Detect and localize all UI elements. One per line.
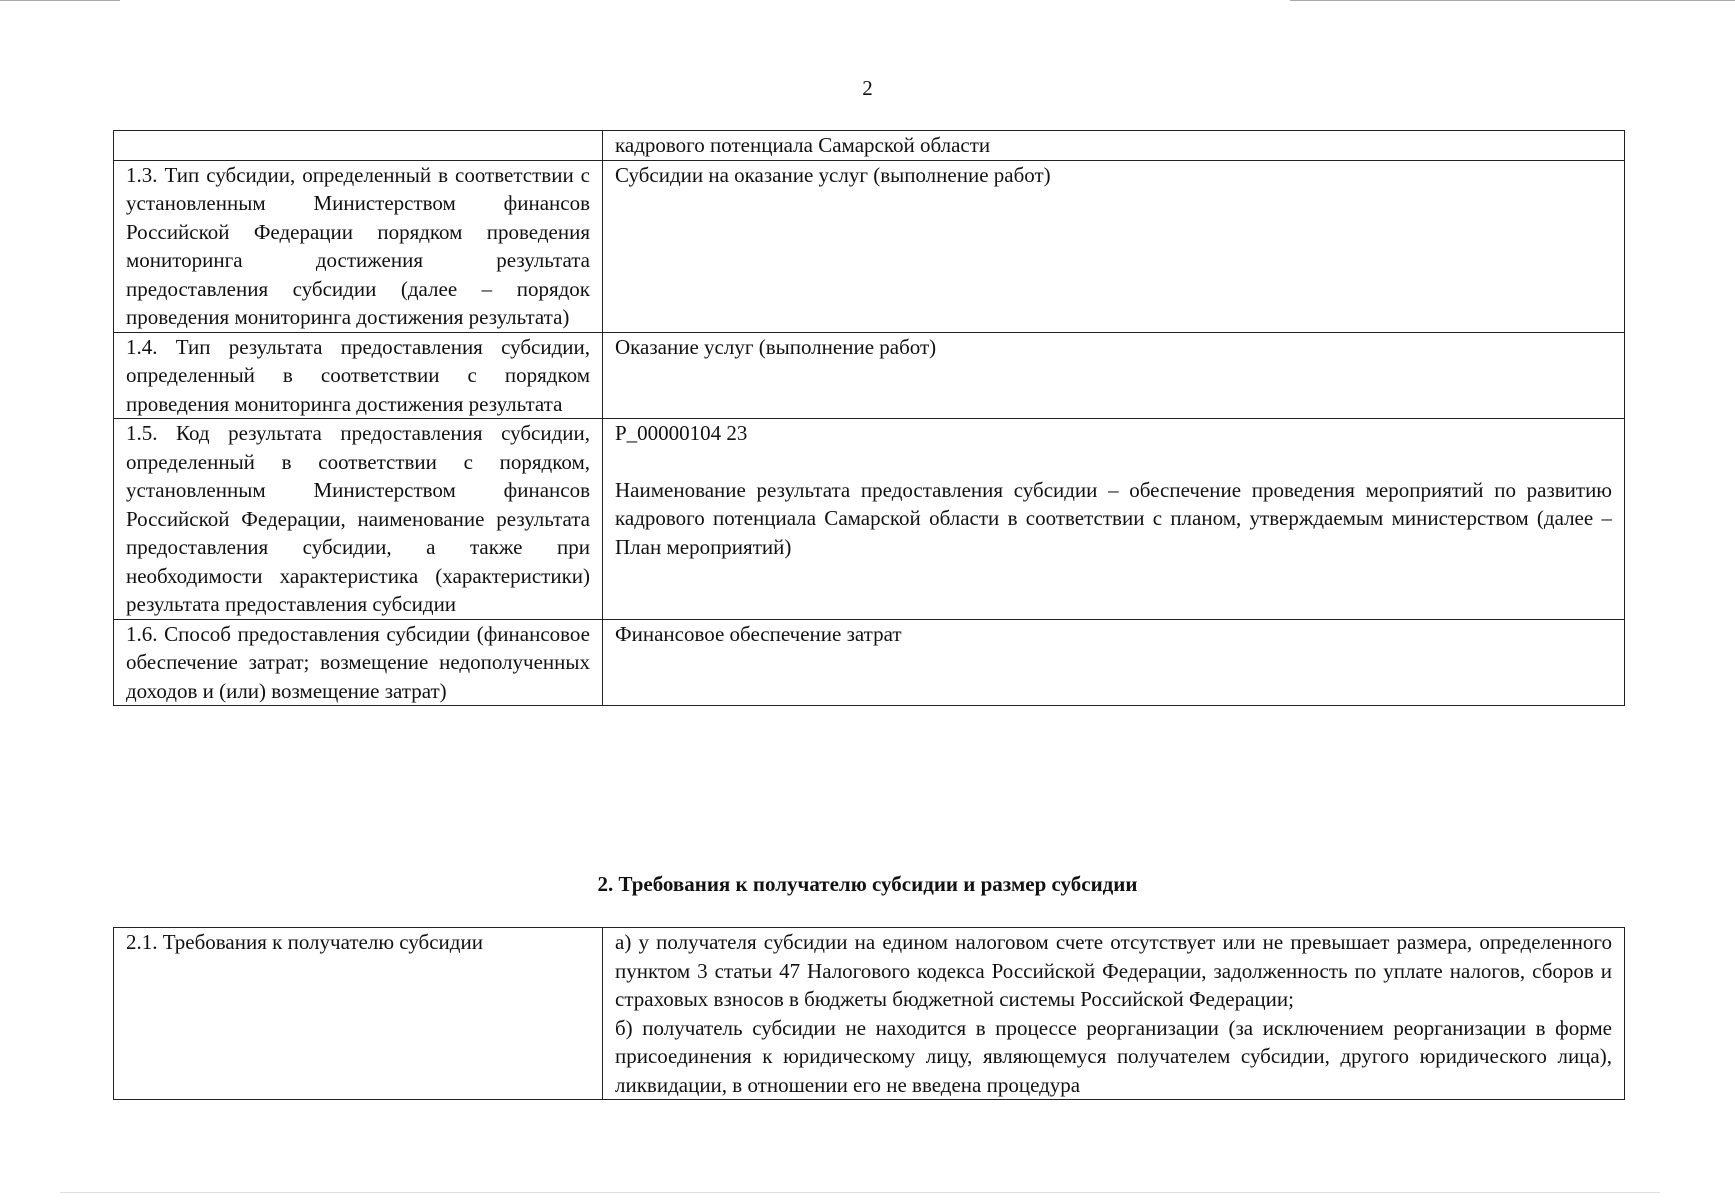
table-cell-left: 1.4. Тип результата предоставления субсидии, определенный в соответствии с порядком проведения мониторинга достижения результата <box>114 332 603 419</box>
table-row <box>114 928 1625 1100</box>
result-name: Наименование результата предоставления субсидии – обеспечение проведения мероприятий по развитию кадрового потенциала Самарской области в соответствии с планом, утверждаемым министерством (далее – План мероприятий) <box>615 477 1612 559</box>
table-cell-left: 2.1. Требования к получателю субсидии <box>114 928 603 1100</box>
table-row <box>114 131 1625 161</box>
requirements-table <box>113 927 1625 1100</box>
table-cell-right: Финансовое обеспечение затрат <box>603 619 1625 706</box>
table-row <box>114 332 1625 419</box>
scan-artifact <box>60 1192 1660 1193</box>
result-code: P_00000104 23 <box>615 421 748 445</box>
requirement-b: б) получатель субсидии не находится в процессе реорганизации (за исключением реорганизации в форме присоединения к юридическому лицу, являющемуся получателем субсидии, другого юридического лица), ликвидации, в отношении его не введена процедура <box>615 1015 1612 1097</box>
scan-artifact <box>1290 0 1735 1</box>
table-row <box>114 619 1625 706</box>
subsidy-info-table <box>113 130 1625 706</box>
section-heading: 2. Требования к получателю субсидии и размер субсидии <box>597 872 1138 896</box>
table-row <box>114 419 1625 620</box>
table-cell-left: 1.5. Код результата предоставления субсидии, определенный в соответствии с порядком, установленным Министерством финансов Российской Федерации, наименование результата предоставления субсидии, а также при необходимости характеристика (характеристики) результата предоставления субсидии <box>114 419 603 620</box>
table-cell-left <box>114 131 603 161</box>
table-cell-left: 1.6. Способ предоставления субсидии (финансовое обеспечение затрат; возмещение недополученных доходов и (или) возмещение затрат) <box>114 619 603 706</box>
table-row <box>114 160 1625 332</box>
table-cell-left: 1.3. Тип субсидии, определенный в соответствии с установленным Министерством финансов Российской Федерации порядком проведения мониторинга достижения результата предоставления субсидии (далее – порядок проведения мониторинга достижения результата) <box>114 160 603 332</box>
table-cell-right: Субсидии на оказание услуг (выполнение работ) <box>603 160 1625 332</box>
table-cell-right: кадрового потенциала Самарской области <box>603 131 1625 161</box>
table-cell-right <box>603 419 1625 620</box>
requirement-a: а) у получателя субсидии на едином налоговом счете отсутствует или не превышает размера, определенного пунктом 3 статьи 47 Налогового кодекса Российской Федерации, задолженность по уплате налогов, сборов и страховых взносов в бюджеты бюджетной системы Российской Федерации; <box>615 930 1612 1011</box>
table-cell-right <box>603 928 1625 1100</box>
scan-artifact <box>0 0 120 1</box>
page-number: 2 <box>862 76 873 100</box>
table-cell-right: Оказание услуг (выполнение работ) <box>603 332 1625 419</box>
